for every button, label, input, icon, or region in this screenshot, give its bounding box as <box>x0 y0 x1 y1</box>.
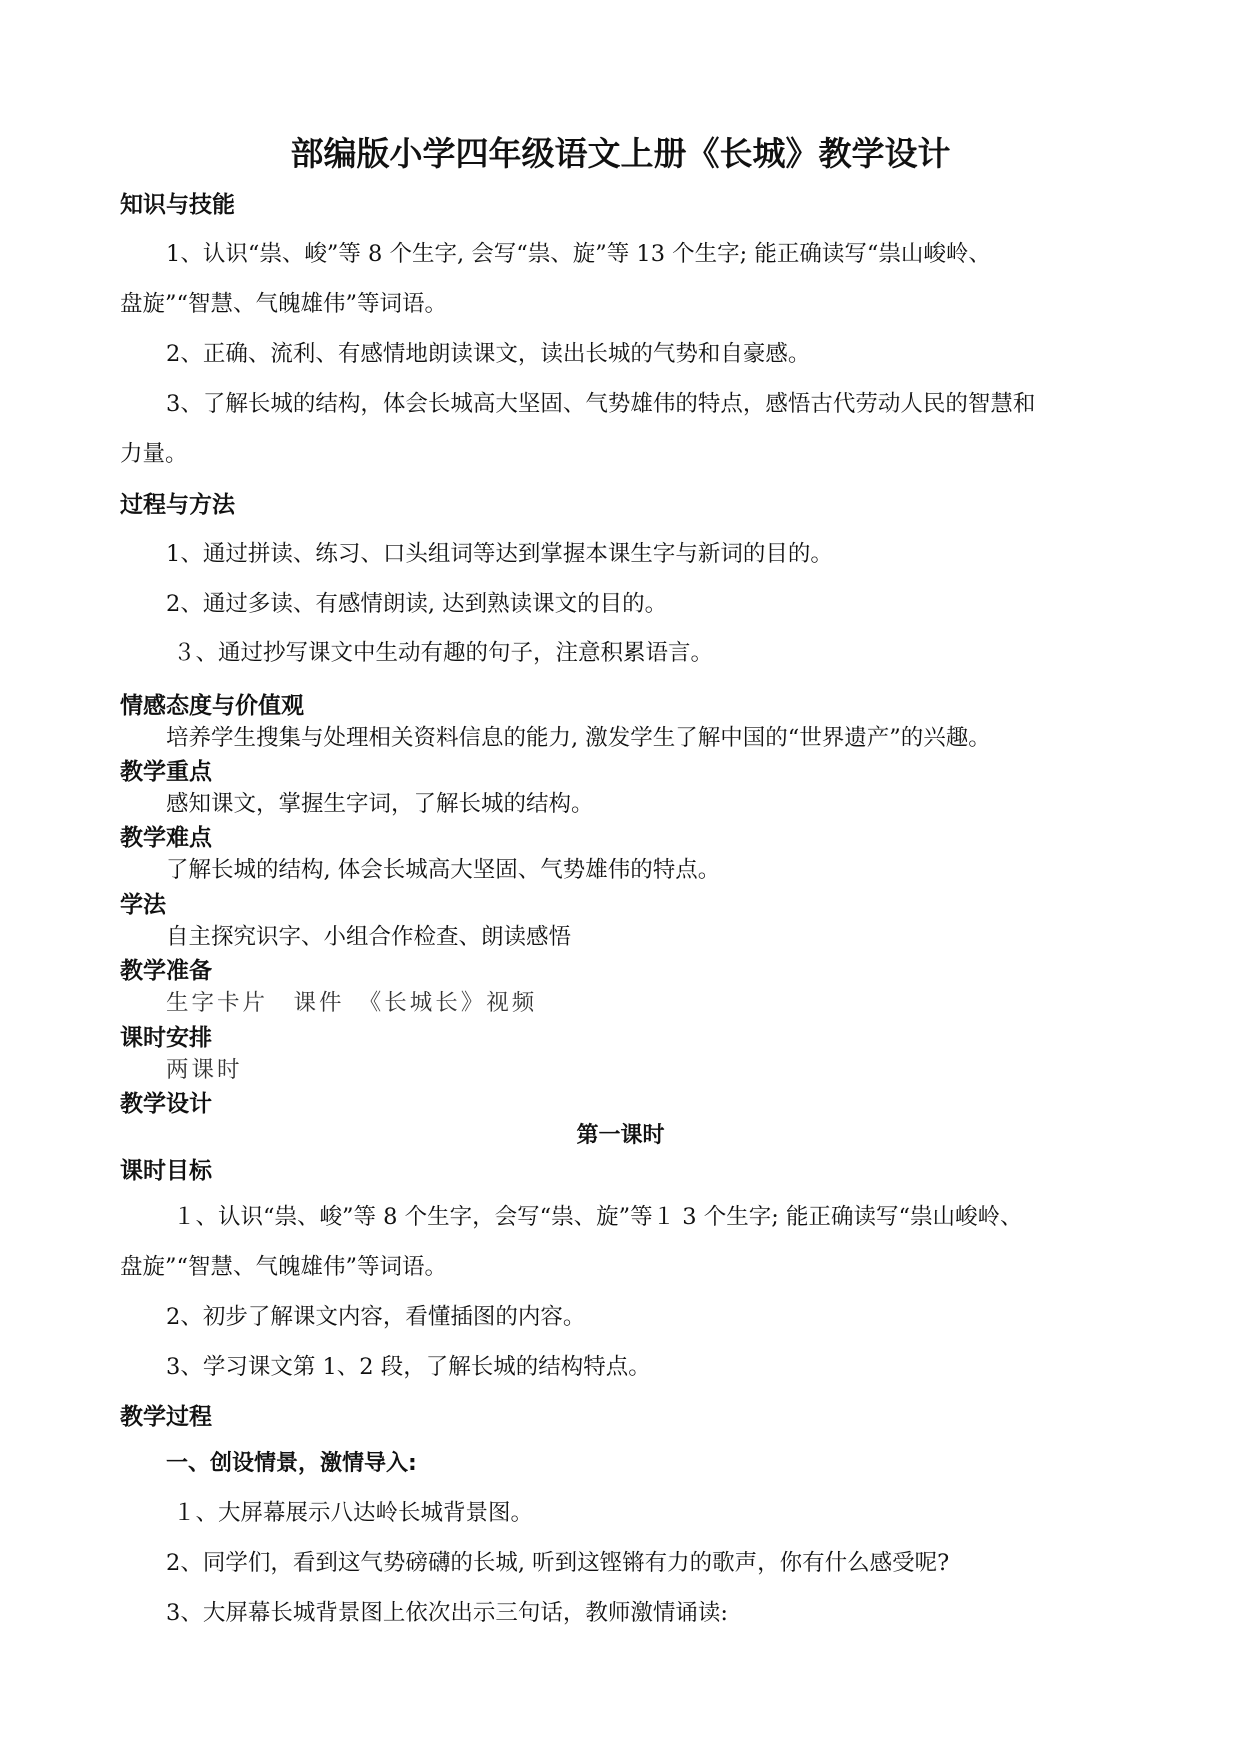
paragraph-process-step-3: 3、大屏幕长城背景图上依次出示三句话，教师激情诵读: <box>166 1600 728 1626</box>
paragraph-process-1: 1、通过拼读、练习、口头组词等达到掌握本课生字与新词的目的。 <box>166 541 833 567</box>
section-heading-attitude: 情感态度与价值观 <box>120 693 304 719</box>
paragraph-knowledge-1b: 盘旋”“智慧、气魄雄伟”等词语。 <box>120 291 448 317</box>
section-heading-schedule: 课时安排 <box>120 1025 212 1051</box>
section-heading-difficulties: 教学难点 <box>120 825 212 851</box>
paragraph-difficulties: 了解长城的结构, 体会长城高大坚固、气势雄伟的特点。 <box>166 857 721 883</box>
section-heading-process: 过程与方法 <box>120 492 235 518</box>
paragraph-preparation: 生字卡片 课件 《长城长》视频 <box>166 990 538 1016</box>
section-heading-key-points: 教学重点 <box>120 759 212 785</box>
section-heading-learning-method: 学法 <box>120 892 166 918</box>
paragraph-process-step-2: 2、同学们，看到这气势磅礴的长城, 听到这铿锵有力的歌声，你有什么感受呢? <box>166 1550 950 1576</box>
paragraph-goals-3: 3、学习课文第 1、2 段，了解长城的结构特点。 <box>166 1354 651 1380</box>
section-heading-design: 教学设计 <box>120 1091 212 1117</box>
paragraph-attitude-1: 培养学生搜集与处理相关资料信息的能力, 激发学生了解中国的“世界遗产”的兴趣。 <box>166 725 991 751</box>
paragraph-knowledge-3a: 3、了解长城的结构，体会长城高大坚固、气势雄伟的特点，感悟古代劳动人民的智慧和 <box>166 391 1036 417</box>
paragraph-knowledge-2: 2、正确、流利、有感情地朗读课文，读出长城的气势和自豪感。 <box>166 341 811 367</box>
paragraph-goals-2: 2、初步了解课文内容，看懂插图的内容。 <box>166 1304 586 1330</box>
section-heading-knowledge: 知识与技能 <box>120 192 235 218</box>
paragraph-process-step-1: １、大屏幕展示八达岭长城背景图。 <box>173 1500 534 1526</box>
section-heading-teaching-process: 教学过程 <box>120 1404 212 1430</box>
paragraph-knowledge-1a: 1、认识“祟、峻”等 8 个生字, 会写“祟、旋”等 13 个生字; 能正确读写“祟山峻岭、 <box>166 241 991 267</box>
lesson-title: 第一课时 <box>576 1123 665 1148</box>
paragraph-process-2: 2、通过多读、有感情朗读, 达到熟读课文的目的。 <box>166 591 668 617</box>
paragraph-goals-1b: 盘旋”“智慧、气魄雄伟”等词语。 <box>120 1254 448 1280</box>
section-heading-lesson-goals: 课时目标 <box>120 1158 212 1184</box>
paragraph-knowledge-3b: 力量。 <box>120 441 188 467</box>
paragraph-process-3: ３、通过抄写课文中生动有趣的句子，注意积累语言。 <box>173 640 714 666</box>
paragraph-schedule: 两课时 <box>166 1057 243 1083</box>
page-title: 部编版小学四年级语文上册《长城》教学设计 <box>290 134 951 173</box>
paragraph-key-points: 感知课文，掌握生字词，了解长城的结构。 <box>166 791 594 817</box>
paragraph-learning-method: 自主探究识字、小组合作检查、朗读感悟 <box>166 924 572 950</box>
paragraph-goals-1a: １、认识“祟、峻”等 8 个生字，会写“祟、旋”等１ 3 个生字; 能正确读写“祟山峻岭、 <box>173 1204 1023 1230</box>
section-heading-preparation: 教学准备 <box>120 958 212 984</box>
step-title-intro: 一、创设情景，激情导入: <box>166 1451 417 1476</box>
